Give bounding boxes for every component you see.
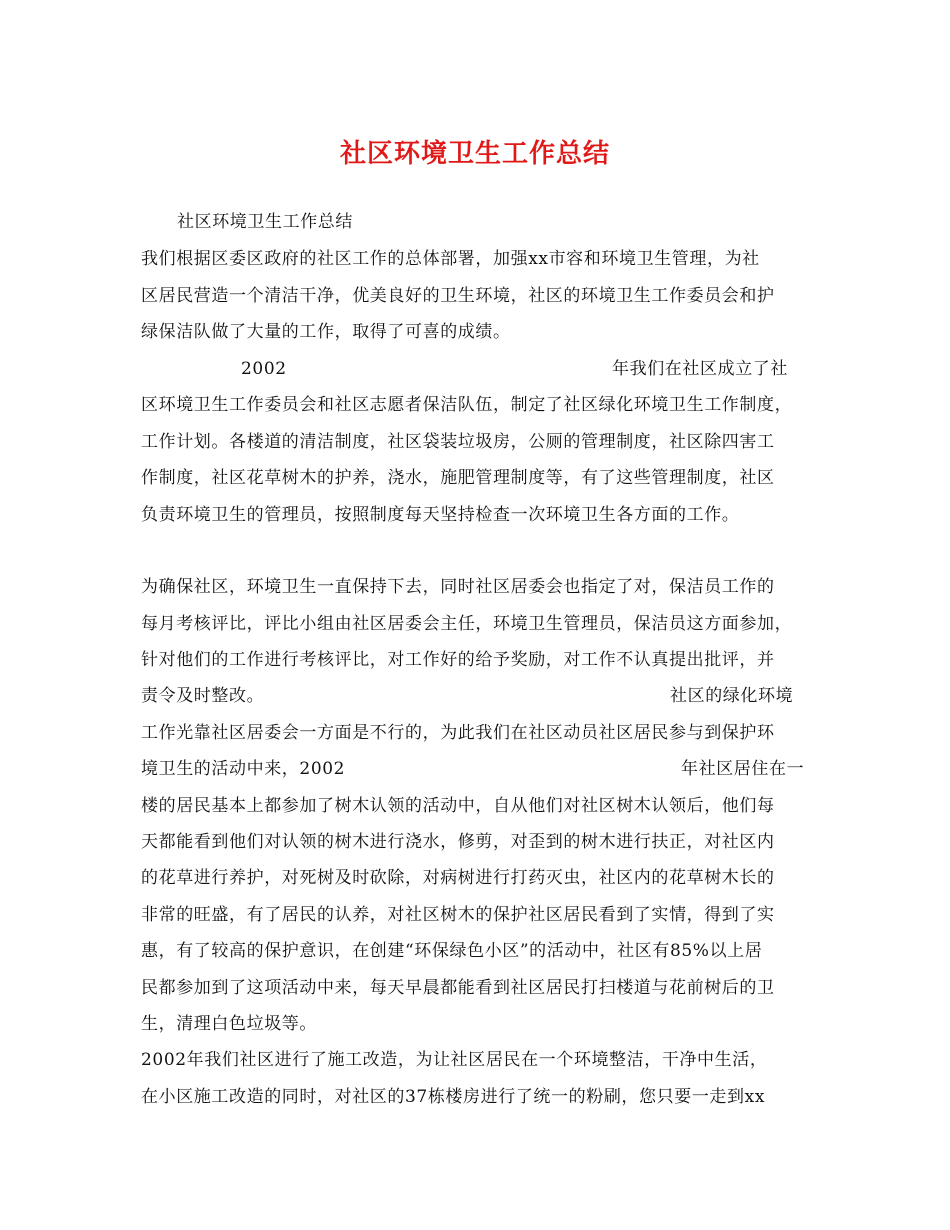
paragraph-line-fragment: 境卫生的活动中来，2002 xyxy=(141,759,346,779)
paragraph-line-fragment: 2002 xyxy=(241,359,287,379)
paragraph-line: 惠，有了较高的保护意识，在创建“环保绿色小区”的活动中，社区有85%以上居 xyxy=(141,941,763,961)
document-title: 社区环境卫生工作总结 xyxy=(339,139,610,169)
paragraph-line-fragment: 责令及时整改。 xyxy=(141,686,265,706)
paragraph-line: 非常的旺盛，有了居民的认养，对社区树木的保护社区居民看到了实情，得到了实 xyxy=(141,905,775,925)
paragraph-line: 民都参加到了这项活动中来，每天早晨都能看到社区居民打扫楼道与花前树后的卫 xyxy=(141,978,775,998)
paragraph-line-fragment: 社区的绿化环境 xyxy=(670,686,794,706)
paragraph-line: 区居民营造一个清洁干净，优美良好的卫生环境，社区的环境卫生工作委员会和护 xyxy=(141,286,775,306)
paragraph-line: 2002年我们社区进行了施工改造，为让社区居民在一个环境整洁，干净中生活， xyxy=(141,1050,768,1070)
paragraph-line: 区环境卫生工作委员会和社区志愿者保洁队伍，制定了社区绿化环境卫生工作制度， xyxy=(141,395,793,415)
paragraph-line: 工作光靠社区居委会一方面是不行的，为此我们在社区动员社区居民参与到保护环 xyxy=(141,723,775,743)
paragraph-line-fragment: 年社区居住在一 xyxy=(681,759,805,779)
document-subtitle: 社区环境卫生工作总结 xyxy=(177,212,353,232)
paragraph-line-fragment: 年我们在社区成立了社 xyxy=(612,359,788,379)
paragraph-line: 为确保社区，环境卫生一直保持下去，同时社区居委会也指定了对，保洁员工作的 xyxy=(141,577,775,597)
paragraph-line: 负责环境卫生的管理员，按照制度每天坚持检查一次环境卫生各方面的工作。 xyxy=(141,505,740,525)
paragraph-line: 作制度，社区花草树木的护养，浇水，施肥管理制度等，有了这些管理制度，社区 xyxy=(141,468,775,488)
paragraph-line: 天都能看到他们对认领的树木进行浇水，修剪，对歪到的树木进行扶正，对社区内 xyxy=(141,832,775,852)
paragraph-line: 在小区施工改造的同时，对社区的37栋楼房进行了统一的粉刷，您只要一走到xx xyxy=(141,1087,766,1107)
paragraph-line: 工作计划。各楼道的清洁制度，社区袋装垃圾房，公厕的管理制度，社区除四害工 xyxy=(141,432,775,452)
paragraph-line: 楼的居民基本上都参加了树木认领的活动中，自从他们对社区树木认领后，他们每 xyxy=(141,796,775,816)
paragraph-line: 的花草进行养护，对死树及时砍除，对病树进行打药灭虫，社区内的花草树木长的 xyxy=(141,868,775,888)
paragraph-line: 绿保洁队做了大量的工作，取得了可喜的成绩。 xyxy=(141,322,511,342)
paragraph-line: 针对他们的工作进行考核评比，对工作好的给予奖励，对工作不认真提出批评，并 xyxy=(141,650,775,670)
paragraph-line: 生，清理白色垃圾等。 xyxy=(141,1014,317,1034)
paragraph-line: 每月考核评比，评比小组由社区居委会主任，环境卫生管理员，保洁员这方面参加， xyxy=(141,614,793,634)
paragraph-line: 我们根据区委区政府的社区工作的总体部署，加强xx市容和环境卫生管理，为社 xyxy=(141,249,760,269)
